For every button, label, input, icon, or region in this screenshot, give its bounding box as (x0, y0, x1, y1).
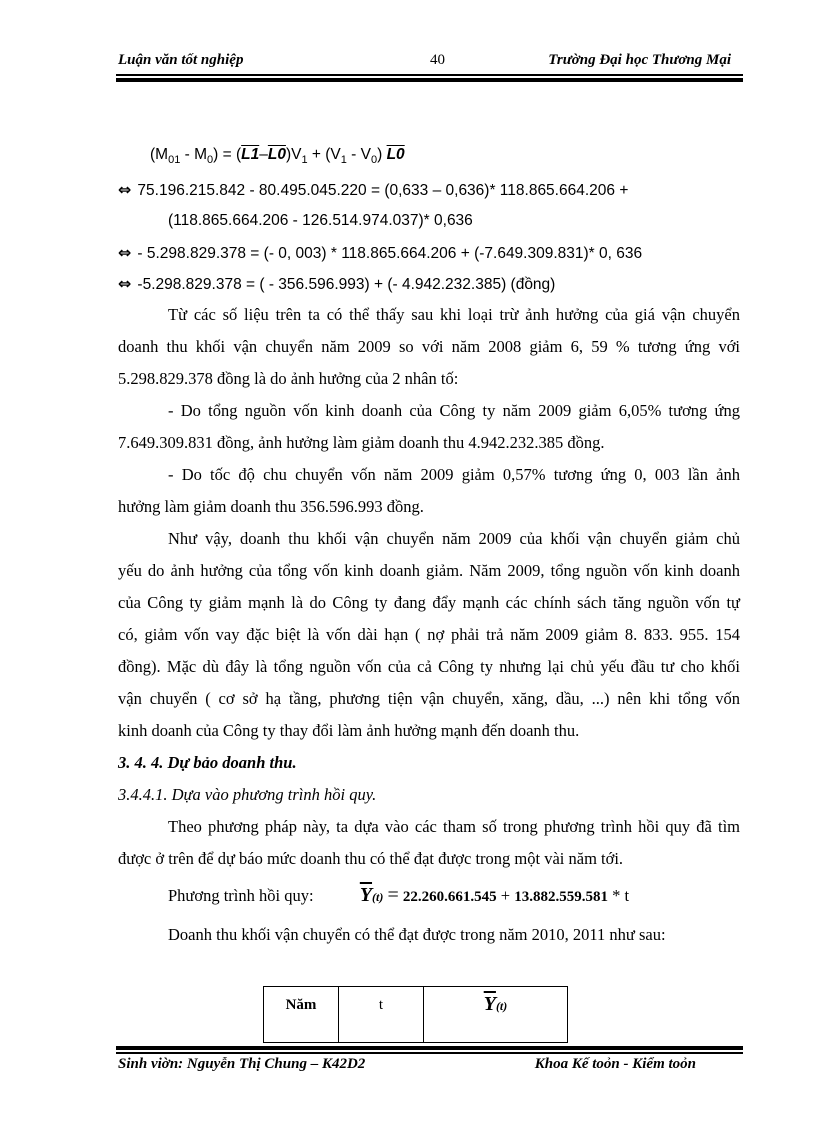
table-header-y: $\overline{Y}(t)$ (424, 987, 568, 1043)
para3-line1: Theo phương pháp này, ta dựa vào các tham số trong phương trình hồi quy đã tìm (168, 817, 740, 836)
para2-line4: có, giảm vốn vay đặc biệt là vốn dài hạn ( nợ phải trả năm 2009 giảm 8. 833. 955. 154 (118, 625, 740, 644)
equivalence-icon: ⇔ (118, 180, 132, 199)
para3-line2: được ở trên để dự báo mức doanh thu có thể đạt được trong một vài năm tới. (118, 849, 624, 868)
bullet2-line1: - Do tốc độ chu chuyển vốn năm 2009 giảm 0,57% tương ứng 0, 003 lần ảnh (168, 465, 740, 484)
para2-line6: vận chuyển ( cơ sở hạ tầng, phương tiện vận chuyển, xăng, dầu, ...) nên khi tổng vốn (118, 689, 740, 708)
coef-a: 22.260.661.545 (402, 889, 497, 905)
table-header-row (264, 987, 568, 1043)
header-right: Trường Đại học Thương Mại (548, 52, 731, 68)
para1-line3: 5.298.829.378 đồng là do ảnh hưởng của 2 nhân tố: (118, 369, 459, 388)
bullet2-line2: hưởng làm giảm doanh thu 356.596.993 đồng. (118, 497, 424, 516)
regression-label: Phương trình hồi quy: (168, 886, 314, 905)
coef-b: 13.882.559.581 (514, 889, 608, 905)
equation-3: ⇔ - 5.298.829.378 = (- 0, 003) * 118.865.664.206 + (-7.649.309.831)* 0, 636 (118, 243, 643, 262)
bar-l0-end: L0 (386, 146, 405, 163)
para1-line1: Từ các số liệu trên ta có thể thấy sau khi loại trừ ảnh hưởng của giá vận chuyển (168, 305, 740, 324)
forecast-table (263, 986, 568, 1043)
header-left: Luận văn tốt nghiệp (118, 52, 244, 68)
regression-equation: Phương trình hồi quy: $\overline{Y}(t) = 22.260.661.545 + 13.882.559.581 * t$ (168, 884, 630, 906)
header-rule-thick (116, 78, 743, 82)
table-header-year: Năm (264, 987, 339, 1043)
equation-1: ⇔ 75.196.215.842 - 80.495.045.220 = (0,633 – 0,636)* 118.865.664.206 + (118, 180, 629, 199)
bar-l0: L0 (267, 146, 286, 163)
para2-line3: của Công ty giảm mạnh là do Công ty đang đẩy mạnh các chính sách tăng nguồn vốn tự (118, 593, 740, 612)
header-rule-thin (116, 74, 743, 76)
para2-line7: kinh doanh của Công ty thay đổi làm ảnh hưởng mạnh đến doanh thu. (118, 721, 580, 740)
footer-left: Sinh viờn: Nguyễn Thị Chung – K42D2 (118, 1056, 366, 1072)
equivalence-icon: ⇔ (118, 274, 132, 293)
para2-line1: Như vậy, doanh thu khối vận chuyển năm 2009 của khối vận chuyển giảm chủ (168, 529, 740, 548)
bullet1-line1: - Do tổng nguồn vốn kinh doanh của Công ty năm 2009 giảm 6,05% tương ứng (168, 401, 740, 420)
para1-line2: doanh thu khối vận chuyển năm 2009 so với năm 2008 giảm 6, 59 % tương ứng với (118, 337, 740, 356)
footer-rule-thick (116, 1046, 743, 1050)
section-heading-3441: 3.4.4.1. Dựa vào phương trình hồi quy. (118, 785, 377, 804)
bullet1-line2: 7.649.309.831 đồng, ảnh hưởng làm giảm doanh thu 4.942.232.385 đồng. (118, 433, 605, 452)
equation-2: (118.865.664.206 - 126.514.974.037)* 0,636 (168, 212, 473, 229)
footer-right: Khoa Kế toỏn - Kiểm toỏn (534, 1056, 696, 1072)
table-header-t: t (339, 987, 424, 1043)
y-hat-symbol: $\overline{Y}$ (359, 884, 373, 906)
equation-4: ⇔ -5.298.829.378 = ( - 356.596.993) + (- 4.942.232.385) (đồng) (118, 274, 556, 293)
para2-line5: đồng). Mặc dù đây là tổng nguồn vốn của cả Công ty nhưng lại chủ yếu đầu tư cho khối (118, 657, 740, 676)
formula-line: $(M_{01} - M_0) = (L1-L0)V_1 + (V_1 - V_0)$ L0 (150, 146, 405, 167)
equivalence-icon: ⇔ (118, 243, 132, 262)
bar-l1: L1 (241, 146, 260, 163)
footer-rule-thin (116, 1052, 743, 1054)
forecast-intro: Doanh thu khối vận chuyển có thể đạt được trong năm 2010, 2011 như sau: (168, 925, 666, 944)
section-heading-344: 3. 4. 4. Dự bảo doanh thu. (118, 753, 297, 772)
page-number: 40 (430, 52, 445, 68)
para2-line2: yếu do ảnh hưởng của tổng vốn kinh doanh giảm. Năm 2009, tổng nguồn vốn kinh doanh (118, 561, 740, 580)
